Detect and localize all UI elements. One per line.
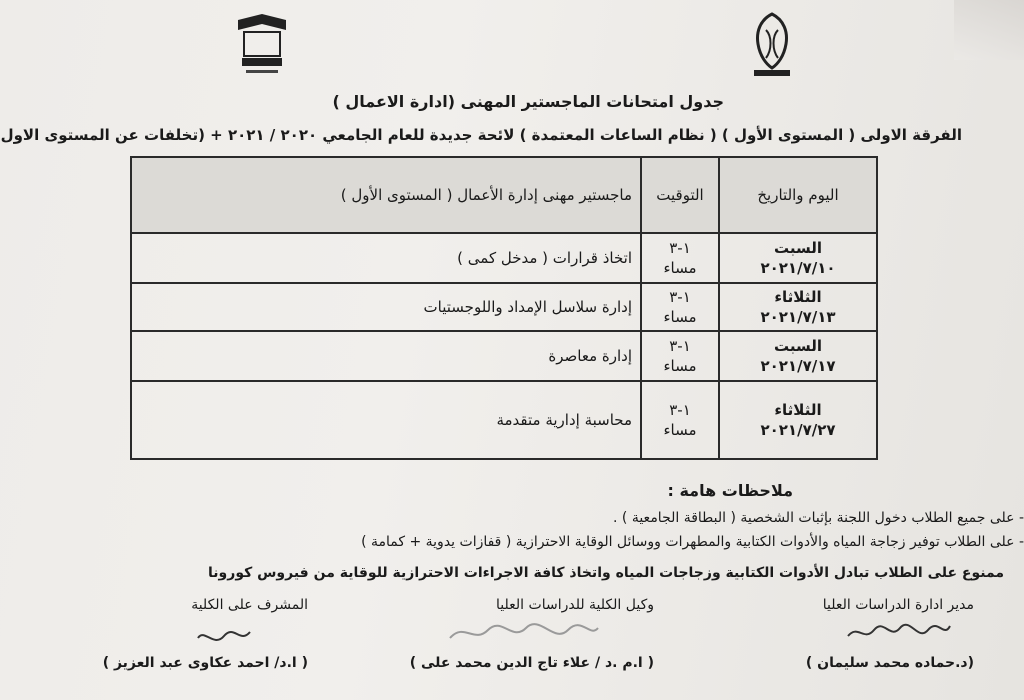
table-row — [131, 331, 877, 381]
day-text: السبت — [773, 239, 823, 257]
time-cell — [641, 331, 719, 381]
subject-cell: إدارة سلاسل الإمداد واللوجستيات — [131, 283, 641, 331]
table-row — [131, 233, 877, 283]
signature-name: ( ا.د/ احمد عكاوى عبد العزيز ) — [102, 655, 308, 671]
faculty-logo — [232, 10, 292, 80]
period-text: مساء — [663, 421, 697, 439]
period-text: مساء — [663, 259, 697, 277]
time-text: ١-٣ — [669, 239, 691, 257]
document-subtitle: الفرقة الاولى ( المستوى الأول ) ( نظام الساعات المعتمدة ) لائحة جديدة للعام الجامعي ٢٠٢٠ / ٢٠٢١ + (تخلفات عن المستوى الاول — [0, 126, 962, 144]
table-row — [131, 283, 877, 331]
date-text: ٢٠٢١/٧/٢٧ — [760, 421, 836, 439]
handwritten-signature — [444, 618, 604, 648]
header-date: اليوم والتاريخ — [719, 157, 877, 233]
handwritten-signature — [194, 624, 254, 652]
page-fold — [954, 0, 1024, 60]
day-text: الثلاثاء — [774, 288, 822, 306]
time-text: ١-٣ — [669, 288, 691, 306]
signature-title: مدير ادارة الدراسات العليا — [822, 597, 974, 613]
day-text: السبت — [773, 337, 823, 355]
date-cell — [719, 331, 877, 381]
date-text: ٢٠٢١/٧/١٧ — [760, 357, 836, 375]
header-time: التوقيت — [641, 157, 719, 233]
signature-title: المشرف على الكلية — [191, 597, 308, 613]
table-header-row — [131, 157, 877, 233]
exam-schedule-table — [130, 156, 878, 460]
note-item: - على الطلاب توفير زجاجة المياه والأدوات الكتابية والمطهرات ووسائل الوقاية الاحترازية ( قفازات يدوية + كمامة ) — [361, 534, 1024, 550]
day-text: الثلاثاء — [774, 401, 822, 419]
table-row — [131, 381, 877, 459]
signature-name: ( ا.م .د / علاء تاج الدين محمد على ) — [409, 655, 654, 671]
time-cell — [641, 283, 719, 331]
date-cell — [719, 283, 877, 331]
time-text: ١-٣ — [669, 337, 691, 355]
time-text: ١-٣ — [669, 401, 691, 419]
handwritten-signature — [844, 618, 954, 646]
date-text: ٢٠٢١/٧/١٠ — [760, 259, 836, 277]
note-item: - على جميع الطلاب دخول اللجنة بإثبات الشخصية ( البطاقة الجامعية ) . — [613, 510, 1024, 526]
period-text: مساء — [663, 357, 697, 375]
time-cell — [641, 381, 719, 459]
signature-title: وكيل الكلية للدراسات العليا — [496, 597, 654, 613]
subject-cell: اتخاذ قرارات ( مدخل كمى ) — [131, 233, 641, 283]
time-cell — [641, 233, 719, 283]
date-cell — [719, 381, 877, 459]
subject-cell: محاسبة إدارية متقدمة — [131, 381, 641, 459]
signature-name: (د.حماده محمد سليمان ) — [805, 655, 974, 671]
period-text: مساء — [663, 308, 697, 326]
university-logo — [742, 10, 802, 80]
note-item: ممنوع على الطلاب تبادل الأدوات الكتابية وزجاجات المياه واتخاذ كافة الاجراءات الاحترازية للوقاية من فيروس كورونا — [208, 565, 1004, 581]
date-text: ٢٠٢١/٧/١٣ — [760, 308, 836, 326]
document-title: جدول امتحانات الماجستير المهنى (ادارة الاعمال ) — [332, 92, 724, 111]
subject-cell: إدارة معاصرة — [131, 331, 641, 381]
date-cell — [719, 233, 877, 283]
notes-heading: ملاحظات هامة : — [667, 481, 793, 500]
header-subject: ماجستير مهنى إدارة الأعمال ( المستوى الأول ) — [131, 157, 641, 233]
